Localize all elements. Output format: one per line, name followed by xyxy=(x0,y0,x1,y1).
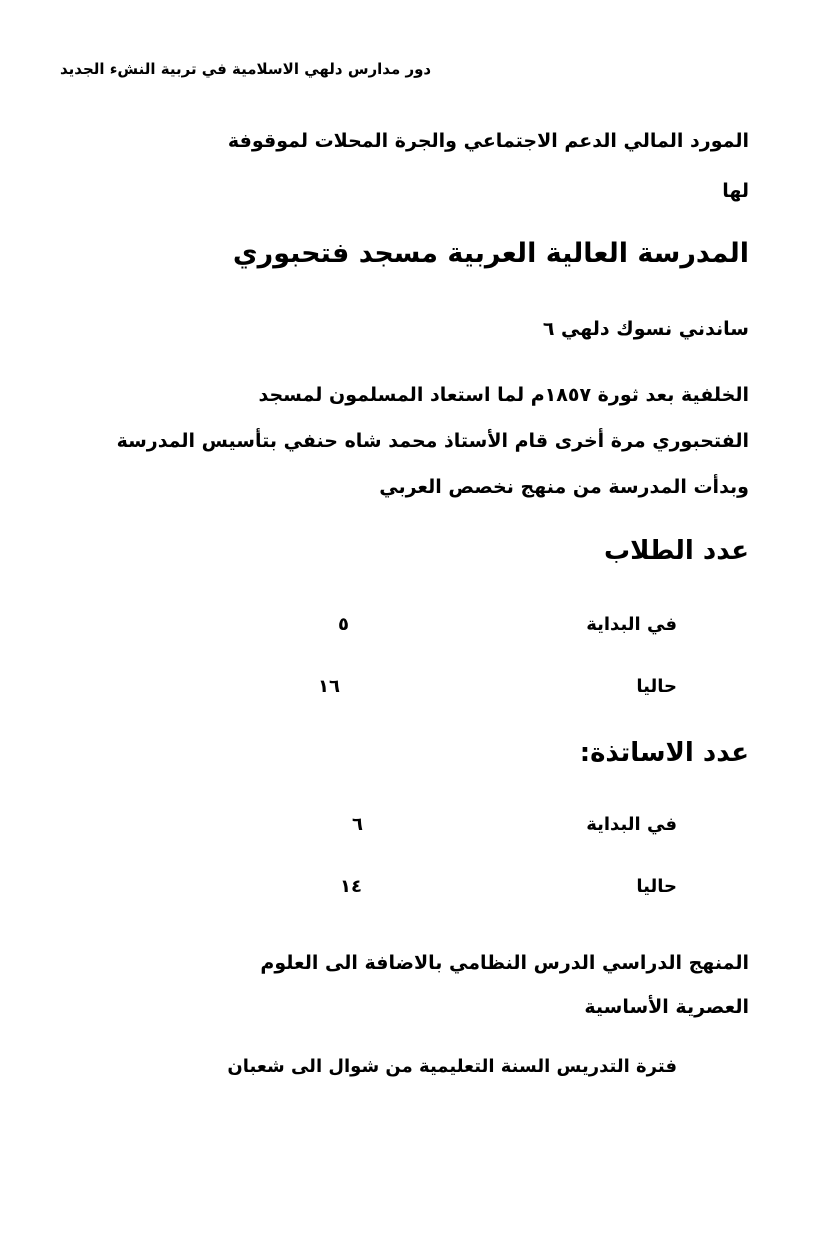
school-address: ساندني نسوك دلهي ٦ xyxy=(542,318,749,340)
running-header: دور مدارس دلهي الاسلامية في تربية النشء الجديد xyxy=(60,60,432,78)
students-current-label: حاليا xyxy=(636,676,677,697)
school-title: المدرسة العالية العربية مسجد فتحبوري xyxy=(232,238,749,269)
intro-line-1: المورد المالي الدعم الاجتماعي والجرة المحلات لموقوفة xyxy=(227,130,749,152)
teachers-current-value: ١٤ xyxy=(340,876,362,897)
teachers-start-value: ٦ xyxy=(352,814,363,835)
curriculum-line-2: العصرية الأساسية xyxy=(584,996,749,1018)
history-line-2: الفتحبوري مرة أخرى قام الأستاذ محمد شاه حنفي بتأسيس المدرسة xyxy=(116,430,749,452)
teachers-current-label: حاليا xyxy=(636,876,677,897)
students-start-value: ٥ xyxy=(338,614,349,635)
teachers-start-label: في البداية xyxy=(586,814,677,835)
students-heading: عدد الطلاب xyxy=(603,536,749,566)
history-line-1: الخلفية بعد ثورة ١٨٥٧م لما استعاد المسلمون لمسجد xyxy=(258,384,749,406)
students-start-label: في البداية xyxy=(586,614,677,635)
intro-line-2: لها xyxy=(722,180,749,202)
teachers-heading: عدد الاساتذة: xyxy=(579,738,749,768)
history-line-3: وبدأت المدرسة من منهج نخصص العربي xyxy=(379,476,749,498)
study-period-line: فترة التدريس السنة التعليمية من شوال الى شعبان xyxy=(227,1056,677,1077)
curriculum-line-1: المنهج الدراسي الدرس النظامي بالاضافة الى العلوم xyxy=(260,952,749,974)
students-current-value: ١٦ xyxy=(318,676,340,697)
